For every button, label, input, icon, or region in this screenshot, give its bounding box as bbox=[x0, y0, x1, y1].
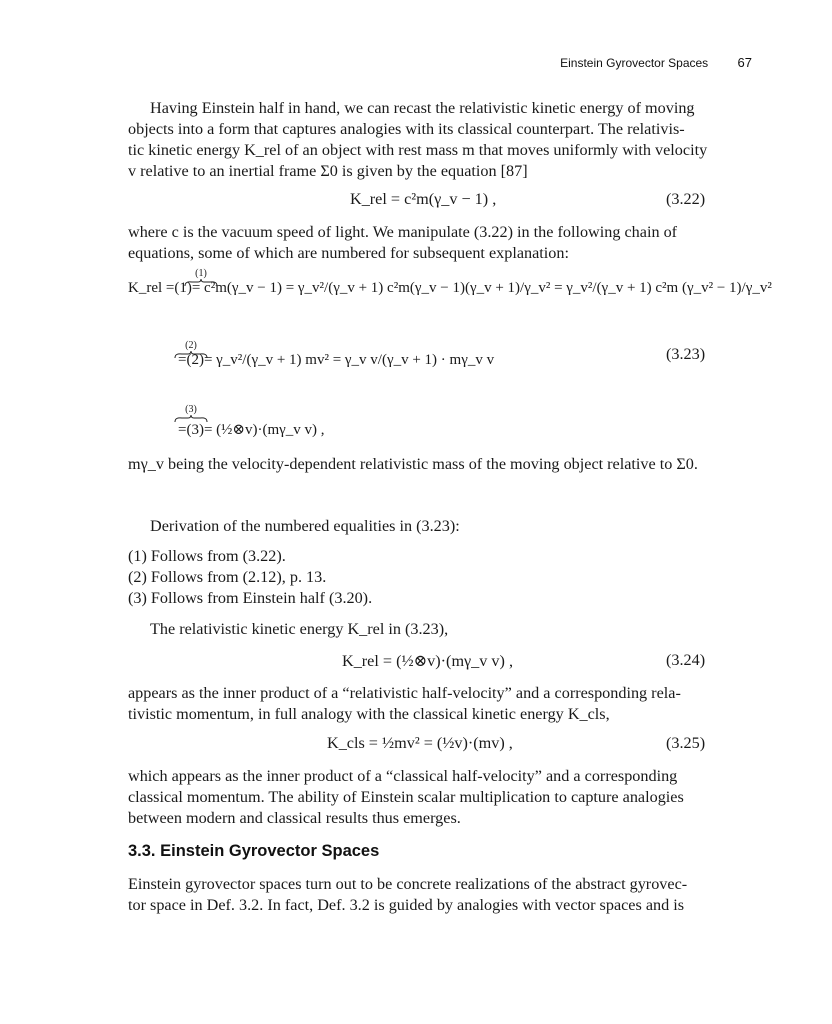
derivation-item-2: (2) Follows from (2.12), p. 13. bbox=[128, 568, 327, 586]
after-3-22-line-2: equations, some of which are numbered for subsequent explanation: bbox=[128, 244, 569, 262]
equation-number-3-23: (3.23) bbox=[666, 345, 706, 363]
kinetic-final-line-1: which appears as the inner product of a “classical half-velocity” and a corresponding bbox=[128, 767, 678, 785]
section-line-2: tor space in Def. 3.2. In fact, Def. 3.2 is guided by analogies with vector spaces and is bbox=[128, 896, 685, 914]
step-label-1-text: (1) bbox=[195, 268, 207, 279]
relativistic-mass-note: mγ_v being the velocity-dependent relativistic mass of the moving object relative to Σ0. bbox=[128, 455, 698, 473]
intro-line-1: Having Einstein half in hand, we can recast the relativistic kinetic energy of moving bbox=[150, 99, 695, 117]
equation-3-23-row-2: =(2)= γ_v²/(γ_v + 1) mv² = γ_v v/(γ_v + 1) · mγ_v v bbox=[178, 352, 495, 368]
step-label-3-text: (3) bbox=[185, 404, 197, 415]
equation-3-22: K_rel = c²m(γ_v − 1) , bbox=[350, 190, 497, 208]
after-3-22-line-1: where c is the vacuum speed of light. We manipulate (3.22) in the following chain of bbox=[128, 223, 678, 241]
derivation-item-3: (3) Follows from Einstein half (3.20). bbox=[128, 589, 373, 607]
equation-number-3-24: (3.24) bbox=[666, 651, 706, 669]
intro-line-3: tic kinetic energy K_rel of an object with rest mass m that moves uniformly with velocity bbox=[128, 141, 708, 159]
kinetic-final-line-3: between modern and classical results thus emerges. bbox=[128, 809, 461, 827]
equation-3-25: K_cls = ½mv² = (½v)·(mv) , bbox=[327, 734, 513, 752]
intro-line-2: objects into a form that captures analogies with its classical counterpart. The relativis- bbox=[128, 120, 685, 138]
equation-3-23-row-1: K_rel =(1)= c²m(γ_v − 1) = γ_v²/(γ_v + 1) c²m(γ_v − 1)(γ_v + 1)/γ_v² = γ_v²/(γ_v + 1) c²m (γ_v² − 1)/γ_v² bbox=[128, 280, 772, 296]
kinetic-after-line-1: appears as the inner product of a “relativistic half-velocity” and a corresponding rela- bbox=[128, 684, 681, 702]
section-line-1: Einstein gyrovector spaces turn out to be concrete realizations of the abstract gyrovec- bbox=[128, 875, 688, 893]
equation-number-3-25: (3.25) bbox=[666, 734, 706, 752]
equation-number-3-22: (3.22) bbox=[666, 190, 706, 208]
derivation-item-1: (1) Follows from (3.22). bbox=[128, 547, 286, 565]
kinetic-after-line-2: tivistic momentum, in full analogy with the classical kinetic energy K_cls, bbox=[128, 705, 610, 723]
page-number: 67 bbox=[737, 55, 752, 70]
derivation-intro: Derivation of the numbered equalities in (3.23): bbox=[150, 517, 460, 535]
running-title: Einstein Gyrovector Spaces bbox=[560, 56, 709, 70]
equation-3-24: K_rel = (½⊗v)·(mγ_v v) , bbox=[342, 652, 513, 670]
running-head bbox=[560, 55, 752, 70]
kinetic-final-line-2: classical momentum. The ability of Einstein scalar multiplication to capture analogies bbox=[128, 788, 684, 806]
section-heading-3-3: 3.3. Einstein Gyrovector Spaces bbox=[128, 842, 380, 860]
step-label-2-text: (2) bbox=[185, 340, 197, 351]
intro-line-4: v relative to an inertial frame Σ0 is given by the equation [87] bbox=[128, 162, 528, 180]
equation-3-23-row-3: =(3)= (½⊗v)·(mγ_v v) , bbox=[178, 422, 325, 438]
kinetic-intro: The relativistic kinetic energy K_rel in (3.23), bbox=[150, 620, 449, 638]
